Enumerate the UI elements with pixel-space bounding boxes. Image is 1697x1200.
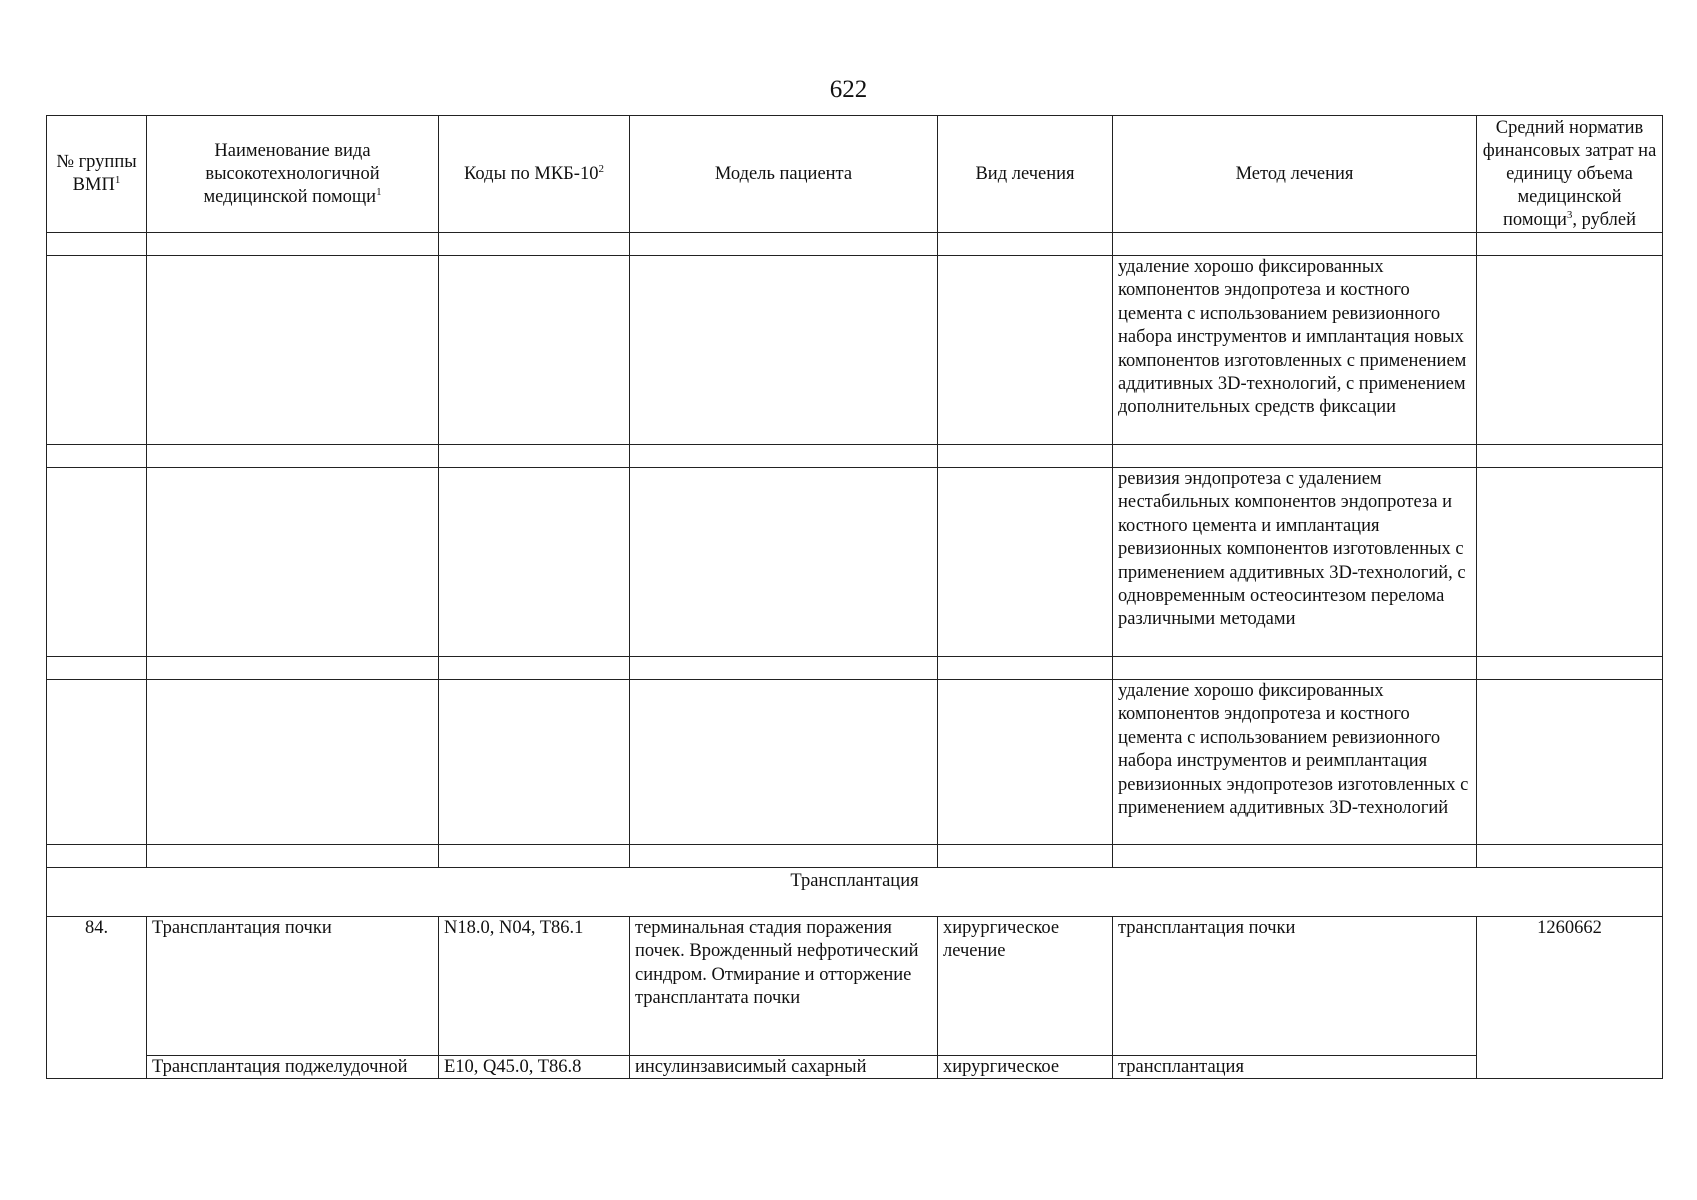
- vmp-name: Трансплантация почки: [147, 917, 439, 1056]
- treatment-method: трансплантация почки: [1113, 917, 1477, 1056]
- table-row: [47, 1056, 1663, 1079]
- table-row: [47, 917, 1663, 1056]
- header-patient-model: Модель пациента: [630, 116, 938, 233]
- header-icd-codes: Коды по МКБ-$10^2$: [439, 116, 630, 233]
- cost-value: 1260662: [1477, 917, 1663, 1079]
- table-row: [47, 256, 1663, 445]
- group-number: 84.: [47, 917, 147, 1079]
- header-vmp-name: Наименование вида высокотехнологичной медицинской помощи$^1$: [147, 116, 439, 233]
- icd-codes: N18.0, N04, T86.1: [439, 917, 630, 1056]
- spacer-row: [47, 845, 1663, 868]
- spacer-row: [47, 445, 1663, 468]
- page-number: 622: [829, 76, 868, 103]
- method-cell: удаление хорошо фиксированных компонентов эндопротеза и костного цемента с использованием ревизионного набора инструментов и имплантация новых компонентов изготовленных с применением аддитивных 3D-технологий, с применением дополнительных средств фиксации: [1113, 256, 1477, 445]
- table-header-row: [47, 116, 1663, 233]
- section-row: [47, 868, 1663, 917]
- treatment-type: хирургическое: [938, 1056, 1113, 1079]
- method-cell: удаление хорошо фиксированных компонентов эндопротеза и костного цемента с использованием ревизионного набора инструментов и реимплантация ревизионных эндопротезов изготовленных с применением аддитивных 3D-технологий: [1113, 680, 1477, 845]
- header-cost-standard: Средний норматив финансовых затрат на единицу объема медицинской помощи$^3$, рублей: [1477, 116, 1663, 233]
- table-row: [47, 680, 1663, 845]
- treatment-method: трансплантация: [1113, 1056, 1477, 1079]
- vmp-table: [46, 115, 1663, 1079]
- patient-model: терминальная стадия поражения почек. Врожденный нефротический синдром. Отмирание и отторжение трансплантата почки: [630, 917, 938, 1056]
- treatment-type: хирургическое лечение: [938, 917, 1113, 1056]
- header-treatment-type: Вид лечения: [938, 116, 1113, 233]
- section-title: Трансплантация: [47, 868, 1663, 917]
- patient-model: инсулинзависимый сахарный: [630, 1056, 938, 1079]
- table-row: [47, 468, 1663, 657]
- header-group-number: № группы ВМП$^1$: [47, 116, 147, 233]
- spacer-row: [47, 233, 1663, 256]
- vmp-name: Трансплантация поджелудочной: [147, 1056, 439, 1079]
- method-cell: ревизия эндопротеза с удалением нестабильных компонентов эндопротеза и костного цемента и имплантация ревизионных компонентов изготовленных с применением аддитивных 3D-технологий, с одновременным остеосинтезом перелома различными методами: [1113, 468, 1477, 657]
- spacer-row: [47, 657, 1663, 680]
- icd-codes: E10, Q45.0, T86.8: [439, 1056, 630, 1079]
- header-treatment-method: Метод лечения: [1113, 116, 1477, 233]
